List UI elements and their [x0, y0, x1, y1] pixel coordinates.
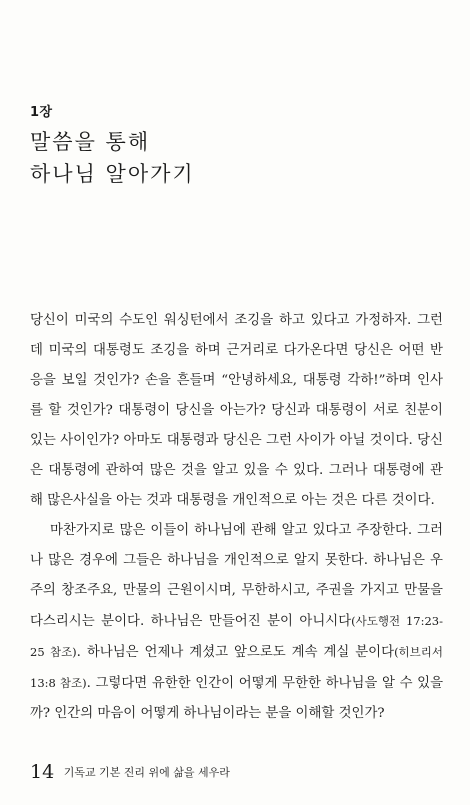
- paragraph-1: 당신이 미국의 수도인 워싱턴에서 조깅을 하고 있다고 가정하자. 그런데 미국의 대통령도 조깅을 하며 근거리로 다가온다면 당신은 어떤 반응을 보일 것인가? 손을 흔들며 “안녕하세요, 대통령 각하!”하며 인사를 할 것인가? 대통령이 당신을 아는가? 당신과 대통령이 서로 친분이 있는 사이인가? 아마도 대통령과 당신은 그런 사이가 아닐 것이다. 당신은 대통령에 관하여 많은 것을 알고 있을 수 있다. 그러나 대통령에 관해 많은사실을 아는 것과 대통령을 개인적으로 아는 것은 다른 것이다.: [30, 313, 443, 508]
- page-footer: [30, 761, 230, 783]
- book-title: 기독교 기본 진리 위에 삶을 세우라: [63, 766, 230, 779]
- chapter-label: 1장: [30, 105, 53, 120]
- chapter-title-line-2: 하나님 알아가기: [30, 162, 195, 186]
- paragraph-2-text-c: . 그렇다면 유한한 인간이 어떻게 무한한 하나님을 알 수 있을까? 인간의 마음이 어떻게 하나님이라는 분을 이해할 것인가?: [30, 676, 444, 721]
- chapter-title-line-1: 말씀을 통해: [30, 130, 151, 154]
- paragraph-2-text-a: 마찬가지로 많은 이들이 하나님에 관해 알고 있다고 주장한다. 그러나 많은 경우에 그들은 하나님을 개인적으로 알지 못한다. 하나님은 우주의 창조주요, 만물의 근원이시며, 무한하시고, 주권을 가지고 만물을 다스리시는 분이다. 하나님은 만들어진 분이 아니시다: [30, 523, 443, 629]
- scripture-reference-acts: (사도행전 17:23-25 참조): [30, 614, 443, 659]
- paragraph-2: [30, 516, 443, 729]
- paragraph-2-text-b: . 하나님은 언제나 계셨고 앞으로도 계속 계실 분이다: [76, 645, 395, 660]
- page-number: 14: [30, 761, 55, 783]
- body-text: [30, 306, 443, 729]
- chapter-title: [30, 126, 195, 190]
- scripture-reference-hebrews: (히브리서 13:8 참조): [30, 645, 443, 690]
